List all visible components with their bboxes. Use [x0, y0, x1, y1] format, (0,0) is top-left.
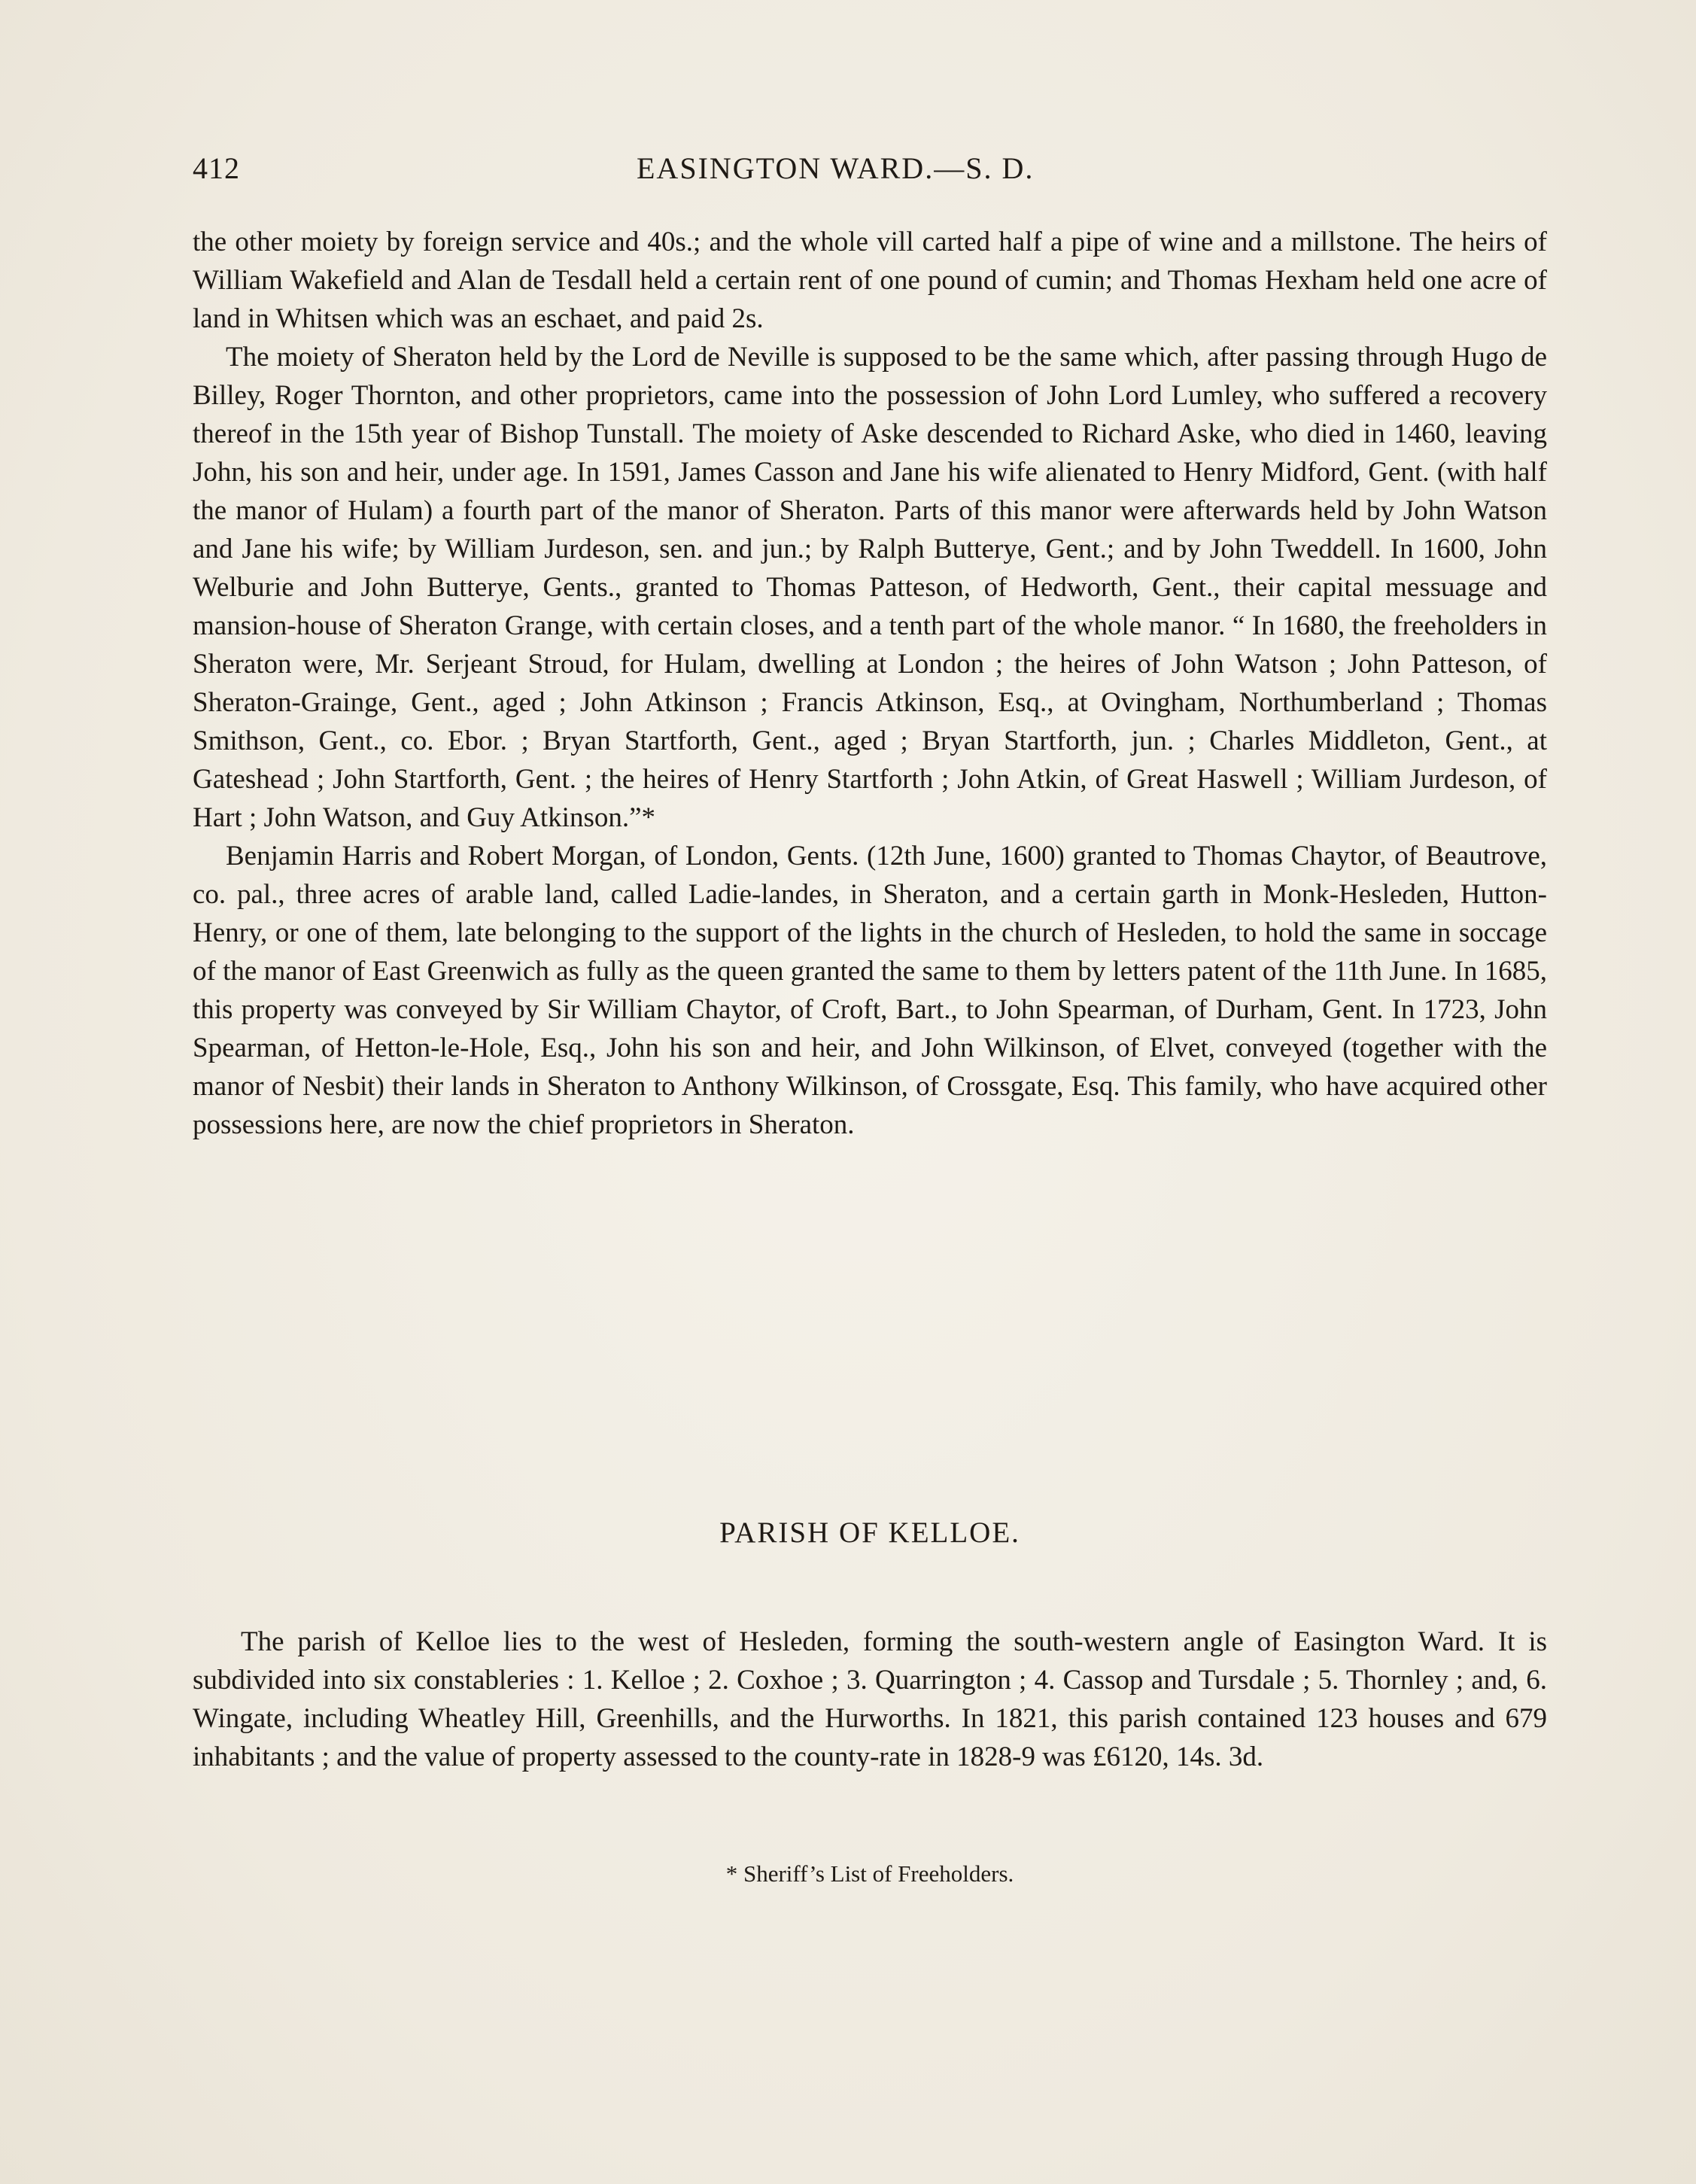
footnote: * Sheriff’s List of Freeholders.: [725, 1860, 1014, 1887]
paragraph-parish-kelloe: The parish of Kelloe lies to the west of Hesleden, forming the south-western angle of Easington Ward. It is subdivided into six constableries : 1. Kelloe ; 2. Coxhoe ; 3. Quarrington ; 4. Cassop and Tursdale ; 5. Thornley ; and, 6. Wingate, including Wheatley Hill, Greenhills, and the Hurworths. In 1821, this parish contained 123 houses and 679 inhabitants ; and the value of property assessed to the county-rate in 1828-9 was £6120, 14s. 3d.: [193, 1626, 1547, 1772]
running-head: [193, 148, 1547, 193]
paragraph-harris-morgan: Benjamin Harris and Robert Morgan, of London, Gents. (12th June, 1600) granted to Thomas Chaytor, of Beautrove, co. pal., three acres of arable land, called Ladie-landes, in Sheraton, and a certain garth in Monk-Hesleden, Hutton-Henry, or one of them, late belonging to the support of the lights in the church of Hesleden, to hold the same in soccage of the manor of East Greenwich as fully as the queen granted the same to them by letters patent of the 11th June. In 1685, this property was conveyed by Sir William Chaytor, of Croft, Bart., to John Spearman, of Durham, Gent. In 1723, John Spearman, of Hetton-le-Hole, Esq., John his son and heir, and John Wilkinson, of Elvet, conveyed (together with the manor of Nesbit) their lands in Sheraton to Anthony Wilkinson, of Crossgate, Esq. This family, who have acquired other possessions here, are now the chief proprietors in Sheraton.: [193, 841, 1547, 1140]
page-number: 412: [193, 151, 240, 185]
paragraph-sheraton-moiety: The moiety of Sheraton held by the Lord de Neville is supposed to be the same which, after passing through Hugo de Billey, Roger Thornton, and other proprietors, came into the possession of John Lord Lumley, who suffered a recovery thereof in the 15th year of Bishop Tunstall. The moiety of Aske descended to Richard Aske, who died in 1460, leaving John, his son and heir, under age. In 1591, James Casson and Jane his wife alienated to Henry Midford, Gent. (with half the manor of Hulam) a fourth part of the manor of Sheraton. Parts of this manor were afterwards held by John Watson and Jane his wife; by William Jurdeson, sen. and jun.; by Ralph Butterye, Gent.; and by John Tweddell. In 1600, John Welburie and John Butterye, Gents., granted to Thomas Patteson, of Hedworth, Gent., their capital messuage and mansion-house of Sheraton Grange, with certain closes, and a tenth part of the whole manor. “ In 1680, the freeholders in Sheraton were, Mr. Serjeant Stroud, for Hulam, dwelling at London ; the heires of John Watson ; John Patteson, of Sheraton-Grainge, Gent., aged ; John Atkinson ; Francis Atkinson, Esq., at Ovingham, Northumberland ; Thomas Smithson, Gent., co. Ebor. ; Bryan Startforth, Gent., aged ; Bryan Startforth, jun. ; Charles Middleton, Gent., at Gateshead ; John Startforth, Gent. ; the heires of Henry Startforth ; John Atkin, of Great Haswell ; William Jurdeson, of Hart ; John Watson, and Guy Atkinson.”*: [193, 342, 1547, 833]
paragraph-continuation: the other moiety by foreign service and 40s.; and the whole vill carted half a pipe of wine and a millstone. The heirs of William Wakefield and Alan de Tesdall held a certain rent of one pound of cumin; and Thomas Hexham held one acre of land in Whitsen which was an eschaet, and paid 2s.: [193, 227, 1547, 334]
parish-text: [193, 1623, 1547, 1776]
section-heading: PARISH OF KELLOE.: [719, 1516, 1020, 1549]
running-title: EASINGTON WARD.—S. D.: [637, 151, 1035, 185]
main-text: [193, 223, 1547, 1144]
